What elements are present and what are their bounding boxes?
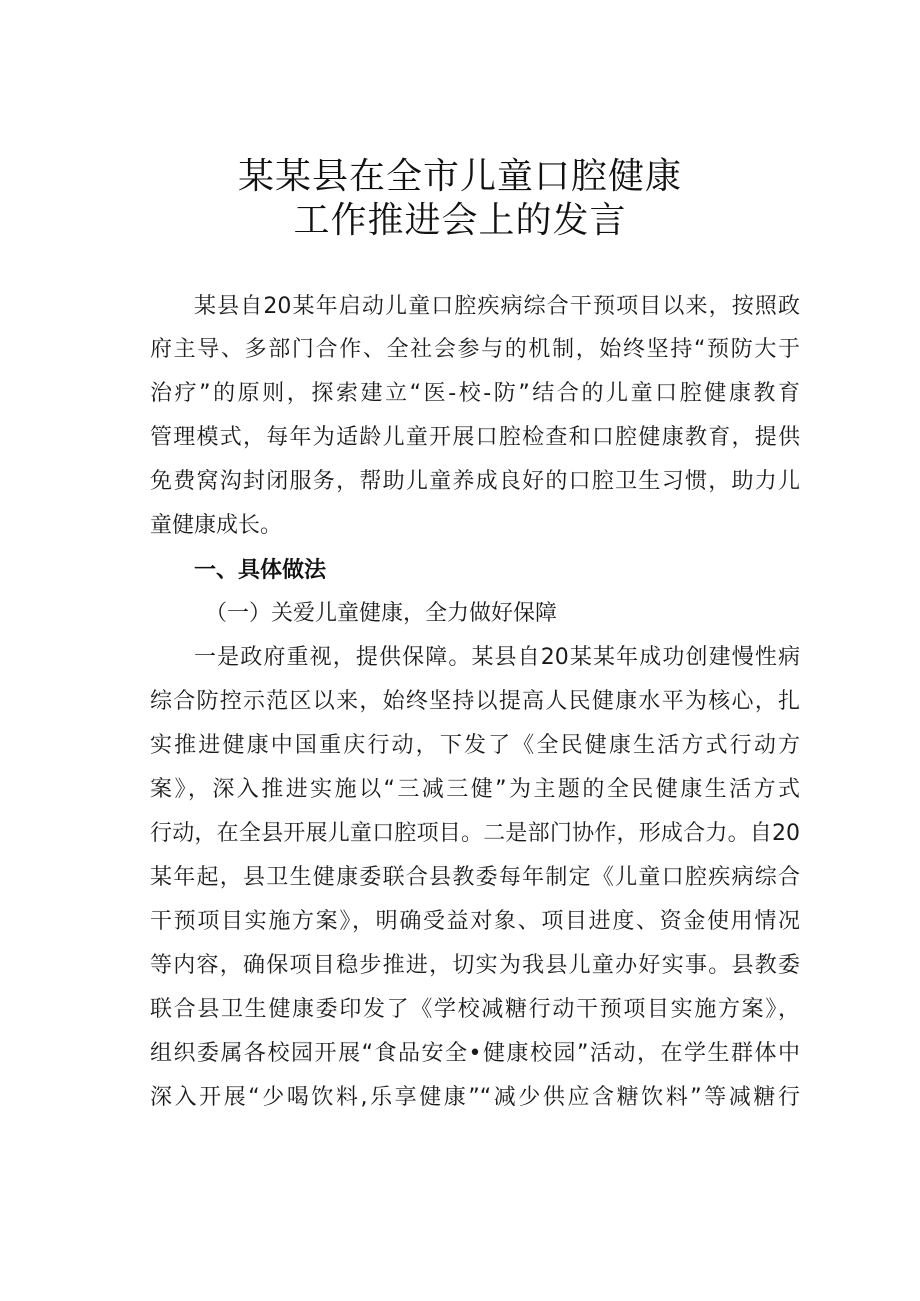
body-paragraph-line: 干预项目实施方案》，明确受益对象、项目进度、资金使用情况	[150, 909, 800, 934]
body-paragraph-line: 综合防控示范区以来，始终坚持以提高人民健康水平为核心，扎	[150, 689, 800, 714]
body-paragraph-line: 深入开展“少喝饮料,乐享健康”“减少供应含糖饮料”等减糖行	[150, 1085, 800, 1110]
document-title-line-1: 某某县在全市儿童口腔健康	[237, 156, 682, 197]
body-paragraph-line: 行动，在全县开展儿童口腔项目。二是部门协作，形成合力。自20	[150, 821, 800, 846]
intro-paragraph-line: 府主导、多部门合作、全社会参与的机制，始终坚持“预防大于	[150, 337, 800, 362]
document-title-line-2: 工作推进会上的发言	[293, 200, 627, 241]
body-paragraph-line: 实推进健康中国重庆行动，下发了《全民健康生活方式行动方	[150, 733, 800, 758]
section-heading: 一、具体做法	[194, 558, 327, 583]
body-paragraph-line: 案》，深入推进实施以“三减三健”为主题的全民健康生活方式	[150, 777, 800, 802]
body-paragraph-line: 等内容，确保项目稳步推进，切实为我县儿童办好实事。县教委	[150, 953, 800, 978]
intro-paragraph-line: 免费窝沟封闭服务，帮助儿童养成良好的口腔卫生习惯，助力儿	[150, 469, 800, 494]
intro-paragraph-line: 某县自20某年启动儿童口腔疾病综合干预项目以来，按照政	[194, 294, 800, 319]
intro-paragraph-line: 童健康成长。	[150, 513, 283, 538]
body-paragraph-line: 一是政府重视，提供保障。某县自20某某年成功创建慢性病	[194, 645, 800, 670]
intro-paragraph-line: 治疗”的原则，探索建立“医-校-防”结合的儿童口腔健康教育	[150, 381, 800, 406]
subsection-heading: （一）关爱儿童健康，全力做好保障	[205, 601, 558, 626]
body-paragraph-line: 某年起，县卫生健康委联合县教委每年制定《儿童口腔疾病综合	[150, 865, 800, 890]
intro-paragraph-line: 管理模式，每年为适龄儿童开展口腔检查和口腔健康教育，提供	[150, 425, 800, 450]
body-paragraph-line: 组织委属各校园开展“食品安全•健康校园”活动，在学生群体中	[150, 1041, 800, 1066]
body-paragraph-line: 联合县卫生健康委印发了《学校减糖行动干预项目实施方案》，	[150, 997, 800, 1022]
